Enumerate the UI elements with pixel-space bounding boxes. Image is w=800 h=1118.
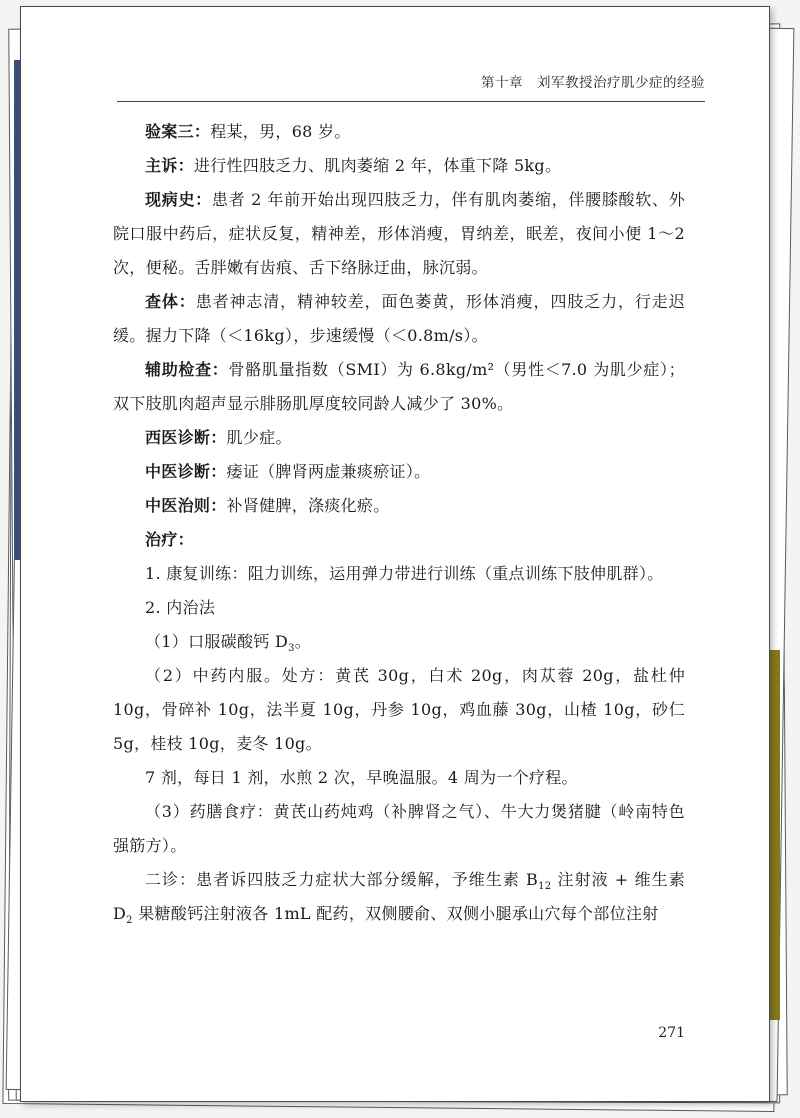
auxiliary-exam: 辅助检查：骨骼肌量指数（SMI）为 6.8kg/m²（男性＜7.0 为肌少症）；双下肢肌肉超声显示腓肠肌厚度较同龄人减少了 30%。 <box>113 360 685 413</box>
treatment-oral-calcium: （1）口服碳酸钙 $D_3$。 <box>145 632 312 655</box>
present-history: 现病史：患者 2 年前开始出现四肢乏力，伴有肌肉萎缩，伴腰膝酸软、外院口服中药后，症状反复，精神差，形体消瘦，胃纳差，眠差，夜间小便 1～2 次，便秘。舌胖嫩有齿痕、舌下络脉迂曲，脉沉弱。 <box>113 190 686 277</box>
book-page <box>20 6 770 1102</box>
physical-exam: 查体：患者神志清，精神较差，面色萎黄，形体消瘦，四肢乏力，行走迟缓。握力下降（＜16kg），步速缓慢（＜0.8m/s）。 <box>113 292 685 345</box>
treatment-herbal-prescription: （2）中药内服。处方：黄芪 30g，白术 20g，肉苁蓉 20g，盐杜仲 10g，骨碎补 10g，法半夏 10g，丹参 10g，鸡血藤 30g，山楂 10g，砂仁 5g，桂枝 10g，麦冬 10g。 <box>113 666 685 753</box>
treatment-dosage: 7 剂，每日 1 剂，水煎 2 次，早晚温服。4 周为一个疗程。 <box>145 768 578 787</box>
treatment-diet: （3）药膳食疗：黄芪山药炖鸡（补脾肾之气）、牛大力煲猪腱（岭南特色强筋方）。 <box>113 802 685 855</box>
book-edge-stripe <box>770 650 780 1020</box>
case-body <box>113 115 685 931</box>
treatment-rehab: 1. 康复训练：阻力训练，运用弹力带进行训练（重点训练下肢伸肌群）。 <box>145 564 664 583</box>
chief-complaint: 主诉：进行性四肢乏力、肌肉萎缩 2 年，体重下降 5kg。 <box>145 156 562 175</box>
running-header: 第十章 刘军教授治疗肌少症的经验 <box>117 71 705 102</box>
treatment-internal: 2. 内治法 <box>145 598 216 617</box>
tcm-diagnosis: 中医诊断：痿证（脾肾两虚兼痰瘀证）。 <box>145 462 431 481</box>
treatment-principle: 中医治则：补肾健脾，涤痰化瘀。 <box>145 496 390 515</box>
treatment-heading: 治疗： <box>145 530 194 549</box>
case-title: 验案三：程某，男，68 岁。 <box>145 122 351 141</box>
page-number: 271 <box>658 1025 685 1041</box>
second-visit: 二诊：患者诉四肢乏力症状大部分缓解，予维生素 $B_{12}$ 注射液 + 维生素 $D_2$ 果糖酸钙注射液各 1mL 配药，双侧腰俞、双侧小腿承山穴每个部位注射 <box>113 870 685 927</box>
western-diagnosis: 西医诊断：肌少症。 <box>145 428 292 447</box>
